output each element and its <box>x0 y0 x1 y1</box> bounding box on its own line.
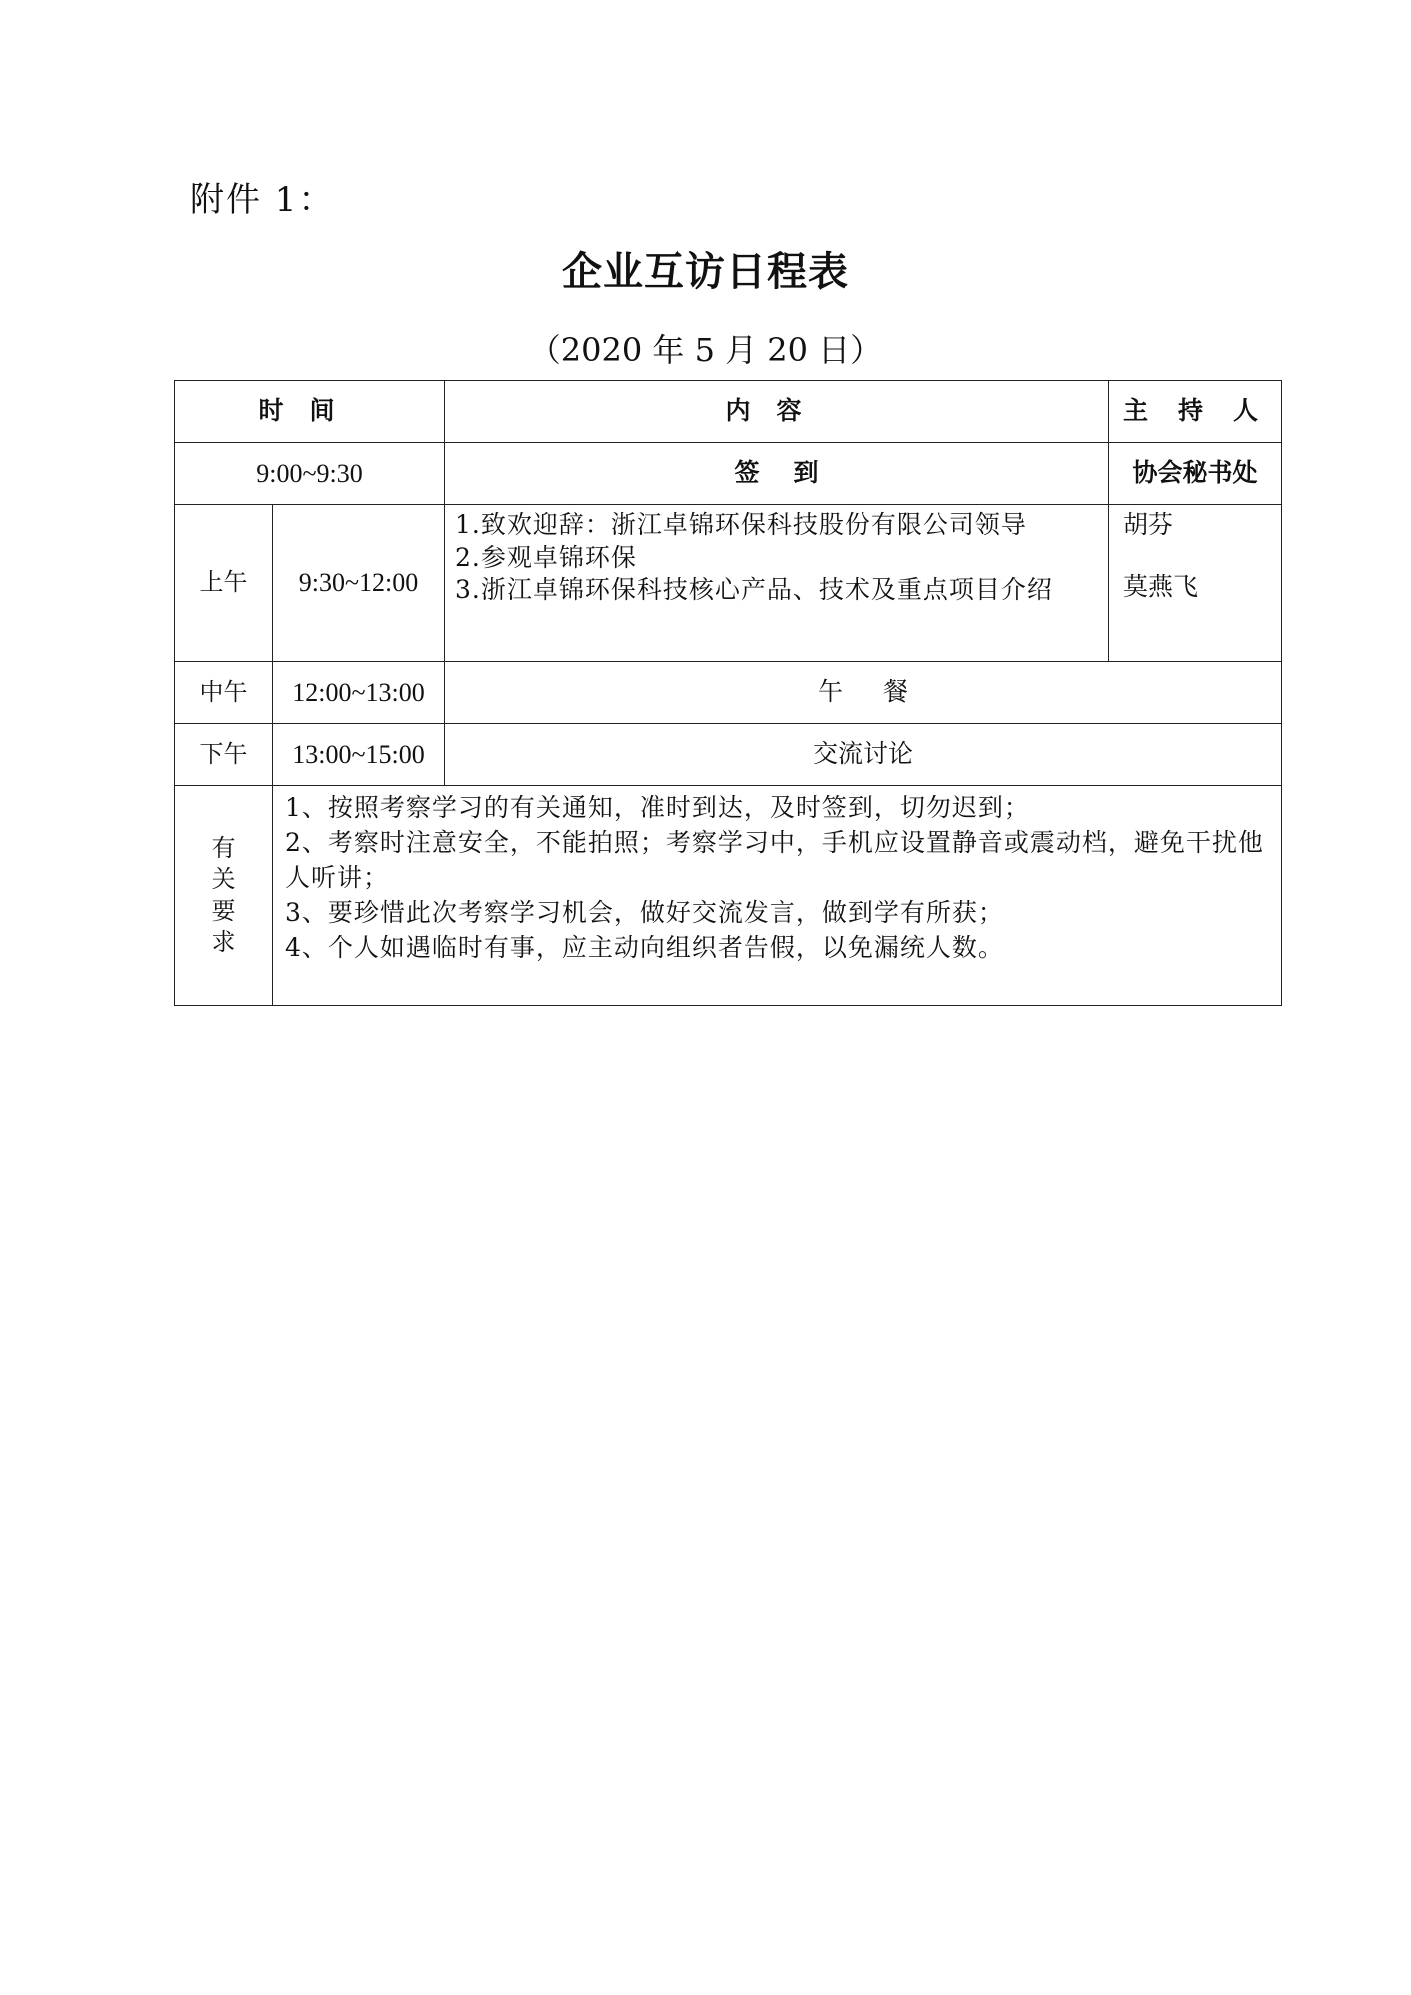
date-subtitle: （2020 年 5 月 20 日） <box>528 331 883 369</box>
header-host: 主持人 <box>1109 381 1282 443</box>
requirements-list <box>273 786 1282 1006</box>
table-row-afternoon <box>175 724 1282 786</box>
table-row-noon <box>175 662 1282 724</box>
table-header-row <box>175 381 1282 443</box>
requirement-item: 3、要珍惜此次考察学习机会，做好交流发言，做到学有所获； <box>285 898 1004 927</box>
table-row-morning <box>175 505 1282 662</box>
requirements-label-char: 关 <box>211 865 236 894</box>
requirements-label-char: 求 <box>211 927 236 956</box>
table-row-requirements <box>175 786 1282 1006</box>
morning-period: 上午 <box>175 505 273 662</box>
attachment-label: 附件 1： <box>190 180 335 220</box>
noon-content: 午餐 <box>445 662 1282 724</box>
schedule-table <box>174 380 1289 1006</box>
page-title: 企业互访日程表 <box>562 249 849 295</box>
morning-time: 9:30~12:00 <box>273 505 445 662</box>
noon-period: 中午 <box>175 662 273 724</box>
afternoon-time: 13:00~15:00 <box>273 724 445 786</box>
header-time: 时间 <box>175 381 445 443</box>
signin-host: 协会秘书处 <box>1109 443 1282 505</box>
afternoon-content: 交流讨论 <box>445 724 1282 786</box>
header-content: 内容 <box>445 381 1109 443</box>
morning-item: 1.致欢迎辞：浙江卓锦环保科技股份有限公司领导 <box>455 510 1027 539</box>
table-row-signin <box>175 443 1282 505</box>
host-name: 胡芬 <box>1123 510 1174 539</box>
requirement-item: 4、个人如遇临时有事，应主动向组织者告假，以免漏统人数。 <box>285 933 1004 962</box>
morning-hosts <box>1109 505 1282 662</box>
requirement-item: 1、按照考察学习的有关通知，准时到达，及时签到，切勿迟到； <box>285 793 1030 822</box>
requirement-item: 2、考察时注意安全，不能拍照；考察学习中，手机应设置静音或震动档，避免干扰他人听讲； <box>285 828 1264 892</box>
afternoon-period: 下午 <box>175 724 273 786</box>
signin-time: 9:00~9:30 <box>175 443 445 505</box>
signin-content: 签到 <box>445 443 1109 505</box>
requirements-label-char: 有 <box>211 834 236 863</box>
morning-item: 3.浙江卓锦环保科技核心产品、技术及重点项目介绍 <box>455 575 1053 604</box>
requirements-label <box>175 786 273 1006</box>
noon-time: 12:00~13:00 <box>273 662 445 724</box>
morning-item: 2.参观卓锦环保 <box>455 542 637 572</box>
host-name: 莫燕飞 <box>1123 572 1199 601</box>
morning-content <box>445 505 1109 662</box>
requirements-label-char: 要 <box>211 896 236 925</box>
